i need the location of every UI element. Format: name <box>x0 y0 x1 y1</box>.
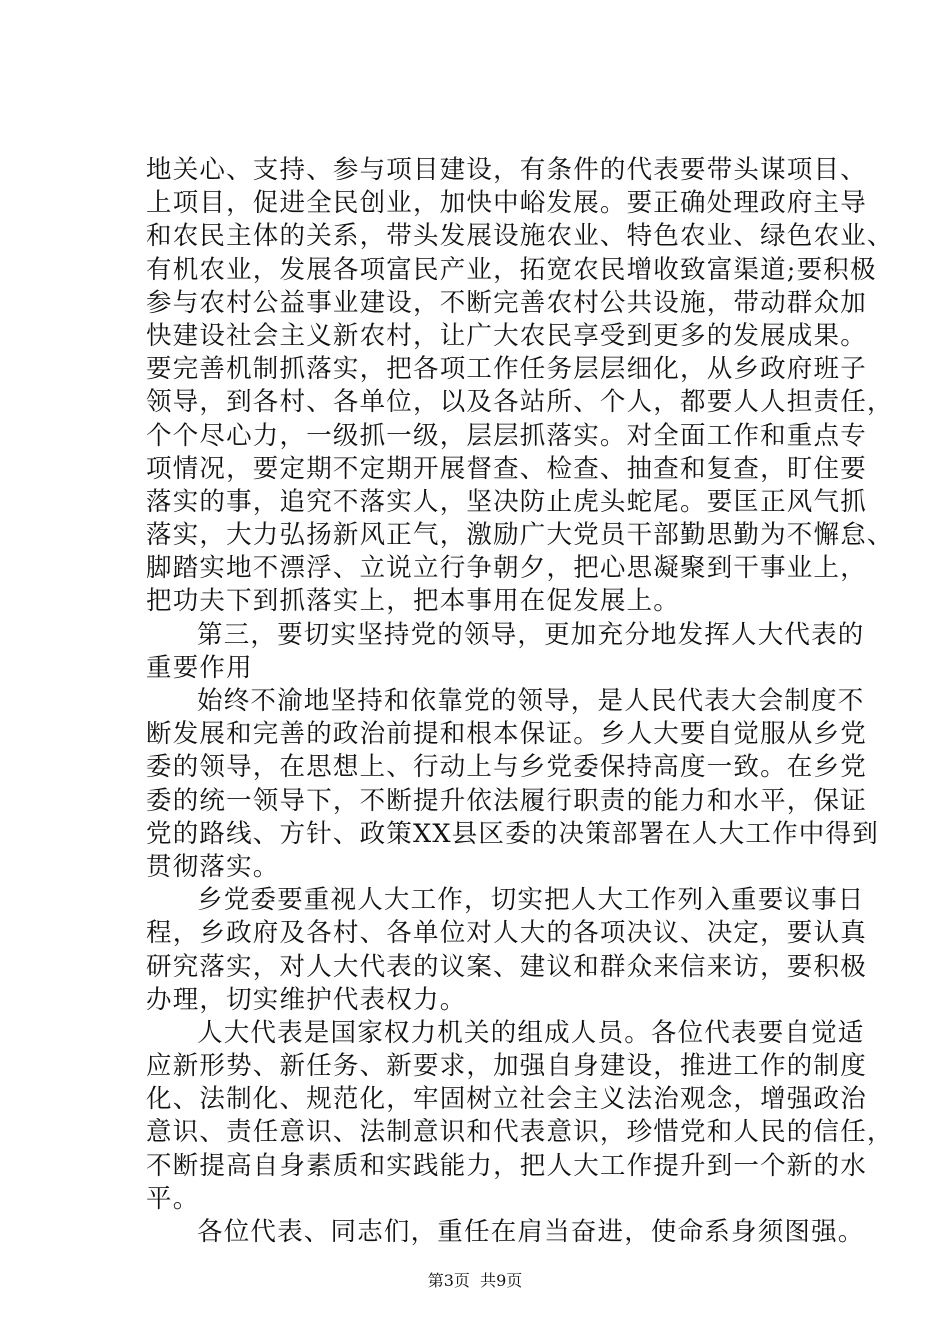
text-line: 第三，要切实坚持党的领导，更加充分地发挥人大代表的 <box>197 619 865 650</box>
text-line: 快建设社会主义新农村，让广大农民享受到更多的发展成果。 <box>146 320 867 351</box>
text-line: 个个尽心力，一级抓一级，层层抓落实。对全面工作和重点专 <box>146 420 867 451</box>
text-line: 地关心、支持、参与项目建设，有条件的代表要带头谋项目、 <box>146 155 867 185</box>
text-line: 把功夫下到抓落实上，把本事用在促发展上。 <box>146 586 681 617</box>
text-line: 意识、责任意识、法制意识和代表意识，珍惜党和人民的信任， <box>146 1117 894 1148</box>
text-line: 有机农业，发展各项富民产业，拓宽农民增收致富渠道;要积极 <box>146 254 877 285</box>
text-line: 各位代表、同志们，重任在肩当奋进，使命系身须图强。 <box>197 1217 865 1247</box>
text-line: 研究落实，对人大代表的议案、建议和群众来信来访，要积极 <box>146 951 867 982</box>
text-line: 要完善机制抓落实，把各项工作任务层层细化，从乡政府班子 <box>146 354 867 385</box>
text-line: 上项目，促进全民创业，加快中峪发展。要正确处理政府主导 <box>146 188 867 219</box>
text-line: 委的领导，在思想上、行动上与乡党委保持高度一致。在乡党 <box>146 752 867 783</box>
text-line: 办理，切实维护代表权力。 <box>146 984 467 1015</box>
text-line: 委的统一领导下，不断提升依法履行职责的能力和水平，保证 <box>146 785 867 816</box>
text-line: 乡党委要重视人大工作，切实把人大工作列入重要议事日 <box>197 885 865 916</box>
page-footer <box>0 1268 950 1291</box>
text-line: 不断提高自身素质和实践能力，把人大工作提升到一个新的水 <box>146 1150 867 1181</box>
text-line: 程，乡政府及各村、各单位对人大的各项决议、决定，要认真 <box>146 918 867 949</box>
text-line: 参与农村公益事业建设，不断完善农村公共设施，带动群众加 <box>146 287 867 318</box>
page-number-label: 第3页 共9页 <box>427 1271 523 1290</box>
body-text <box>146 154 894 1249</box>
text-line: 和农民主体的关系，带头发展设施农业、特色农业、绿色农业、 <box>146 221 894 252</box>
text-line: 项情况，要定期不定期开展督查、检查、抽查和复查，盯住要 <box>146 453 867 484</box>
text-line: 脚踏实地不漂浮、立说立行争朝夕，把心思凝聚到干事业上， <box>146 553 867 584</box>
text-line: 贯彻落实。 <box>146 851 280 882</box>
text-line: 领导，到各村、各单位，以及各站所、个人，都要人人担责任， <box>146 387 894 418</box>
text-line: 断发展和完善的政治前提和根本保证。乡人大要自觉服从乡党 <box>146 719 867 750</box>
text-line: 始终不渝地坚持和依靠党的领导，是人民代表大会制度不 <box>197 686 865 716</box>
text-line: 化、法制化、规范化，牢固树立社会主义法治观念，增强政治 <box>146 1084 867 1115</box>
text-line: 重要作用 <box>146 652 253 683</box>
text-line: 应新形势、新任务、新要求，加强自身建设，推进工作的制度 <box>146 1051 867 1082</box>
text-line: 落实，大力弘扬新风正气，激励广大党员干部勤思勤为不懈怠、 <box>146 520 894 551</box>
text-line: 人大代表是国家权力机关的组成人员。各位代表要自觉适 <box>197 1017 865 1048</box>
text-line: 党的路线、方针、政策XX县区委的决策部署在人大工作中得到 <box>146 818 879 849</box>
text-line: 平。 <box>146 1183 200 1214</box>
text-line: 落实的事，追究不落实人，坚决防止虎头蛇尾。要匡正风气抓 <box>146 486 867 517</box>
